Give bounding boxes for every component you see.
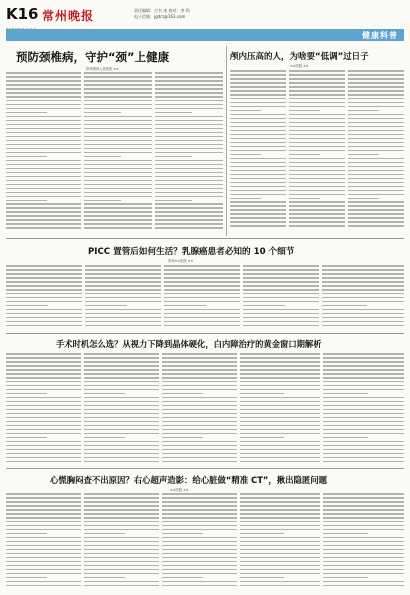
article-5-body-col-2 (84, 493, 159, 591)
article-4-body-col-4 (240, 353, 320, 465)
article-3-body-col-2 (85, 265, 161, 330)
article-4-title-text: 手术时机怎么选？从视力下降到晶体硬化，白内障治疗的黄金窗口期解析 (56, 339, 322, 349)
page-header (6, 5, 404, 41)
article-4-body-col-1 (6, 353, 81, 465)
article-2-title: 颅内压高的人，为啥要“低调”过日子 (230, 52, 369, 62)
article-4-body-col-2 (84, 353, 159, 465)
article-2-byline: ××医院 ×× (290, 64, 309, 68)
email-line: 电子信箱：jgdrz@163.com (134, 14, 186, 19)
article-3-body-col-3 (164, 265, 240, 330)
article-3-byline: 常州××医院 ×× (168, 259, 194, 263)
article-1-title: 预防颈椎病，守护“颈”上健康 (16, 50, 170, 64)
article-3-body-col-4 (243, 265, 319, 330)
article-1-body-col-1 (6, 72, 81, 232)
page-number: K16 (6, 5, 39, 23)
article-5-title: 心慌胸闷查不出原因？右心超声造影：给心脏做“精准 CT”，揪出隐匿问题 (50, 475, 328, 485)
article-4-title (56, 338, 322, 350)
article-1-byline: 常州第四人民医院 ×× (86, 67, 119, 71)
article-4-body-col-5 (323, 353, 404, 465)
article-5-body-col-3 (162, 493, 237, 591)
article-2-body-col-3 (348, 70, 404, 232)
paper-logo: 常州晚报 (42, 9, 95, 23)
editor-info (134, 8, 190, 20)
column-divider (226, 46, 227, 236)
article-5-byline: ××医院 ×× (170, 488, 189, 492)
article-3-body-col-1 (6, 265, 82, 330)
article-5-body-col-5 (323, 493, 404, 591)
article-divider (6, 333, 404, 334)
article-5-body-col-1 (6, 493, 81, 591)
article-4-body-col-3 (162, 353, 237, 465)
article-3-title: PICC 置管后如何生活？乳腺癌患者必知的 10 个细节 (88, 247, 295, 257)
article-2-body-col-1 (230, 70, 286, 232)
article-1-body-col-3 (155, 72, 223, 232)
section-bar (6, 29, 404, 41)
article-2-body-col-2 (289, 70, 345, 232)
article-3-body-col-5 (322, 265, 404, 330)
article-divider (6, 238, 404, 239)
article-5-body-col-4 (240, 493, 320, 591)
editor-line: 责任编辑：吉书 本 校对：李 科 (134, 8, 190, 13)
article-1-body-col-2 (84, 72, 152, 232)
article-divider (6, 468, 404, 469)
section-title: 健康科普 (362, 31, 398, 40)
